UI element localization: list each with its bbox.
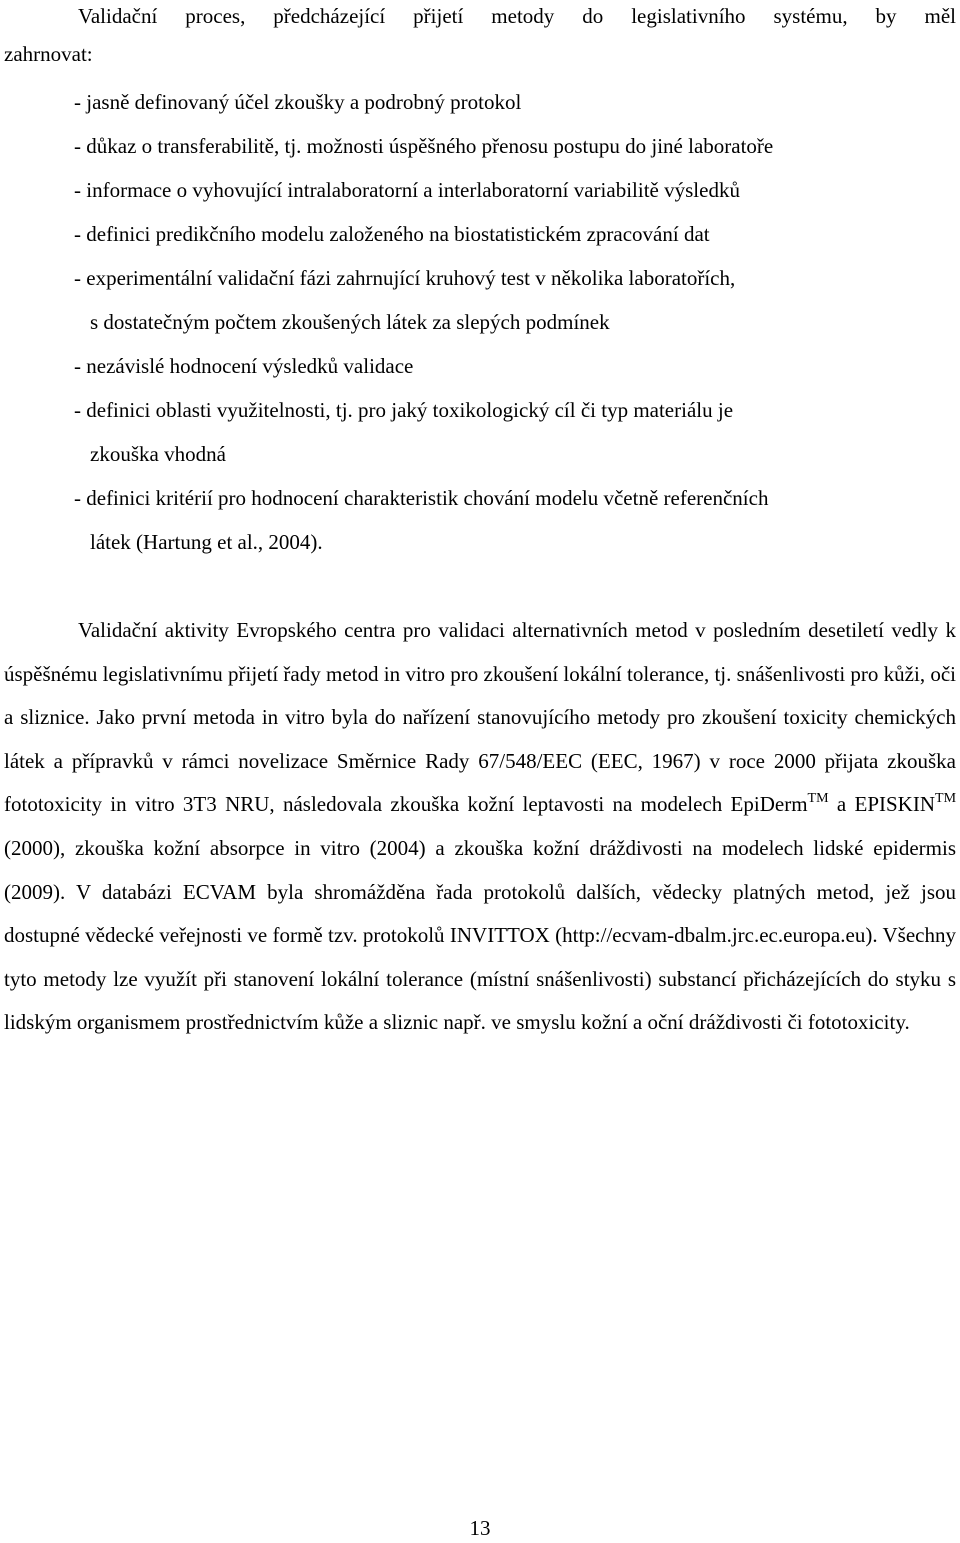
paragraph-text-part-3: (2000), zkouška kožní absorpce in vitro (2004) a zkouška kožní dráždivosti na modelech lidské epidermis (2009). V databázi ECVAM byla shromážděna řada protokolů dalších, vědecky platných metod, jež jsou dostupné vědecké veřejnosti ve formě tzv. protokolů INVITTOX (http://ecvam-dbalm.jrc.ec.europa.eu). Všechny tyto metody lze využít při stanovení lokální tolerance (místní snášenlivosti) substancí přicházejících do styku s lidským organismem prostřednictvím kůže a sliznic např. ve smyslu kožní a oční dráždivosti či fototoxicity.: [4, 835, 956, 1035]
list-item: - důkaz o transferabilitě, tj. možnosti úspěšného přenosu postupu do jiné laboratoře: [74, 134, 774, 158]
list-item-continuation-text: s dostatečným počtem zkoušených látek za slepých podmínek: [90, 310, 610, 334]
list-item: - definici oblasti využitelnosti, tj. pro jaký toxikologický cíl či typ materiálu je: [74, 398, 734, 422]
list-item: - jasně definovaný účel zkoušky a podrobný protokol: [74, 90, 522, 114]
intro-line-2: zahrnovat:: [4, 42, 93, 66]
list-item-continuation: [74, 300, 954, 344]
list-item: - nezávislé hodnocení výsledků validace: [74, 354, 414, 378]
trademark-mark: TM: [807, 791, 829, 807]
paragraph-text-part-1: Validační aktivity Evropského centra pro validaci alternativních metod v posledním desetiletí vedly k úspěšnému legislativnímu přijetí řady metod in vitro pro zkoušení lokální tolerance, tj. snášenlivosti pro kůži, oči a sliznice. Jako první metoda in vitro byla do nařízení stanovujícího metody pro zkoušení toxicity chemických látek a přípravků v rámci novelizace Směrnice Rady 67/548/EEC (EEC, 1967) v roce 2000 přijata zkouška fototoxicity in vitro 3T3 NRU, následovala zkouška kožní leptavosti na modelech EpiDerm: [4, 618, 956, 817]
body-paragraph: [4, 609, 956, 1045]
requirements-list: [74, 80, 954, 564]
list-item-continuation: [74, 432, 954, 476]
list-item-continuation-text: látek (Hartung et al., 2004).: [90, 530, 323, 554]
list-item: - informace o vyhovující intralaboratorní a interlaboratorní variabilitě výsledků: [74, 178, 740, 202]
paragraph-text-part-2: a EPISKIN: [828, 792, 936, 817]
intro-line-1: [4, 0, 956, 33]
list-item: - definici kritérií pro hodnocení charakteristik chování modelu včetně referenčních: [74, 486, 769, 510]
page-number: 13: [469, 1516, 491, 1540]
list-item-continuation: [74, 520, 954, 564]
list-item: - experimentální validační fázi zahrnující kruhový test v několika laboratořích,: [74, 266, 736, 290]
intro-text-1: Validační proces, předcházející přijetí metody do legislativního systému, by měl: [78, 4, 956, 28]
trademark-mark: TM: [935, 791, 957, 807]
list-item: - definici predikčního modelu založeného na biostatistickém zpracování dat: [74, 222, 710, 246]
list-item-continuation-text: zkouška vhodná: [90, 442, 226, 466]
